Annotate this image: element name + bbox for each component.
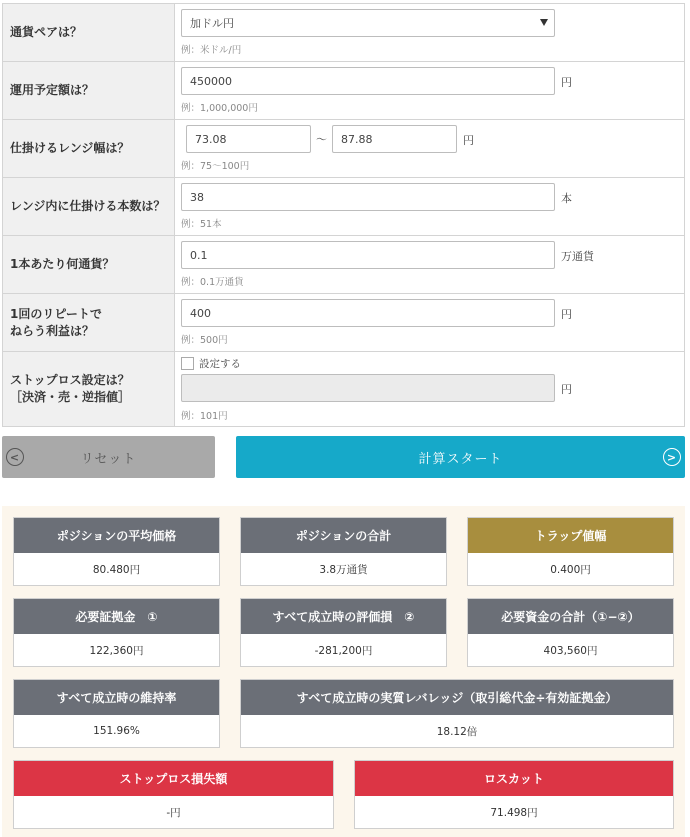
leverage-value: 18.12倍 [436,725,478,738]
start-button-label: 計算スタート [418,451,503,467]
stoploss-label [3,352,175,426]
per-trap-label: 1本あたり何通貨？ [3,236,175,293]
currency-pair-example: 例：米ドル/円 [181,45,242,56]
trap-count-unit: 本 [561,192,572,205]
stoploss-unit: 円 [561,383,572,396]
stoploss-amount-title: ストップロス損失額 [14,761,333,796]
profit-unit: 円 [561,308,572,321]
leverage-title: すべて成立時の実質レバレッジ（取引総代金÷有効証拠金） [241,680,673,715]
funds-input[interactable]: 450000 [181,67,555,95]
per-trap-unit: 万通貨 [561,250,594,263]
per-trap-example: 例：0.1万通貨 [181,277,244,288]
funds-unit: 円 [561,76,572,89]
margin-card [13,598,220,667]
row-range [3,120,684,178]
per-trap-input[interactable]: 0.1 [181,241,555,269]
profit-label [3,294,175,351]
stoploss-checkbox[interactable] [181,357,194,370]
funds-label: 運用予定額は？ [3,62,175,119]
margin-title: 必要証拠金 ① [14,599,219,634]
maintenance-rate-card [13,679,220,748]
required-total-value: 403,560円 [543,644,598,657]
reset-button-label: リセット [80,451,137,467]
valuation-loss-card [240,598,447,667]
trap-width-title: トラップ値幅 [468,518,673,553]
stoploss-checkbox-label: 設定する [199,358,241,370]
range-label: 仕掛けるレンジ幅は？ [3,120,175,177]
row-funds [3,62,684,120]
losscut-value: 71.498円 [490,806,538,819]
profit-example: 例：500円 [181,335,228,346]
currency-pair-value: 加ドル円 [190,17,234,30]
reset-button[interactable] [2,436,215,478]
stoploss-label-line1: ストップロス設定は？ [10,373,130,387]
range-min-input[interactable]: 73.08 [186,125,311,153]
chevron-left-icon: < [6,448,24,466]
trap-count-label: レンジ内に仕掛ける本数は？ [3,178,175,235]
range-max-input[interactable]: 87.88 [332,125,457,153]
funds-example: 例：1,000,000円 [181,103,258,114]
avg-price-title: ポジションの平均価格 [14,518,219,553]
margin-value: 122,360円 [89,644,144,657]
trap-count-example: 例：51本 [181,219,222,230]
range-example: 例：75〜100円 [181,161,250,172]
profit-label-line2: ねらう利益は？ [10,323,95,338]
profit-input[interactable]: 400 [181,299,555,327]
losscut-card [354,760,674,829]
currency-pair-label: 通貨ペアは？ [3,4,175,61]
stoploss-example: 例：101円 [181,411,228,422]
stoploss-amount-value: -円 [166,806,181,819]
row-stoploss [3,352,684,427]
chevron-down-icon [540,19,548,26]
required-total-card [467,598,674,667]
row-currency-pair [3,4,684,62]
currency-pair-select[interactable] [181,9,555,37]
profit-label-line1: 1回のリピートで [10,306,102,321]
range-unit: 円 [463,134,474,147]
valuation-loss-value: -281,200円 [314,644,373,657]
maintenance-rate-value: 151.96% [93,725,140,737]
start-button[interactable] [236,436,685,478]
stoploss-amount-card [13,760,334,829]
trap-width-value: 0.400円 [550,563,591,576]
calculator-form [2,3,685,427]
position-total-title: ポジションの合計 [241,518,446,553]
position-total-value: 3.8万通貨 [319,563,368,576]
results-panel [2,506,685,837]
row-trap-count [3,178,684,236]
position-total-card [240,517,447,586]
maintenance-rate-title: すべて成立時の維持率 [14,680,219,715]
stoploss-input[interactable] [181,374,555,402]
row-profit [3,294,684,352]
avg-price-value: 80.480円 [92,563,141,576]
losscut-title: ロスカット [355,761,673,796]
required-total-title: 必要資金の合計（①−②） [468,599,673,634]
trap-count-input[interactable]: 38 [181,183,555,211]
chevron-right-icon: > [663,448,681,466]
stoploss-label-line2: ［決済・売・逆指値］ [10,390,131,404]
avg-price-card [13,517,220,586]
valuation-loss-title: すべて成立時の評価損 ② [241,599,446,634]
row-per-trap [3,236,684,294]
range-separator: 〜 [316,133,327,146]
leverage-card [240,679,674,748]
trap-width-card [467,517,674,586]
